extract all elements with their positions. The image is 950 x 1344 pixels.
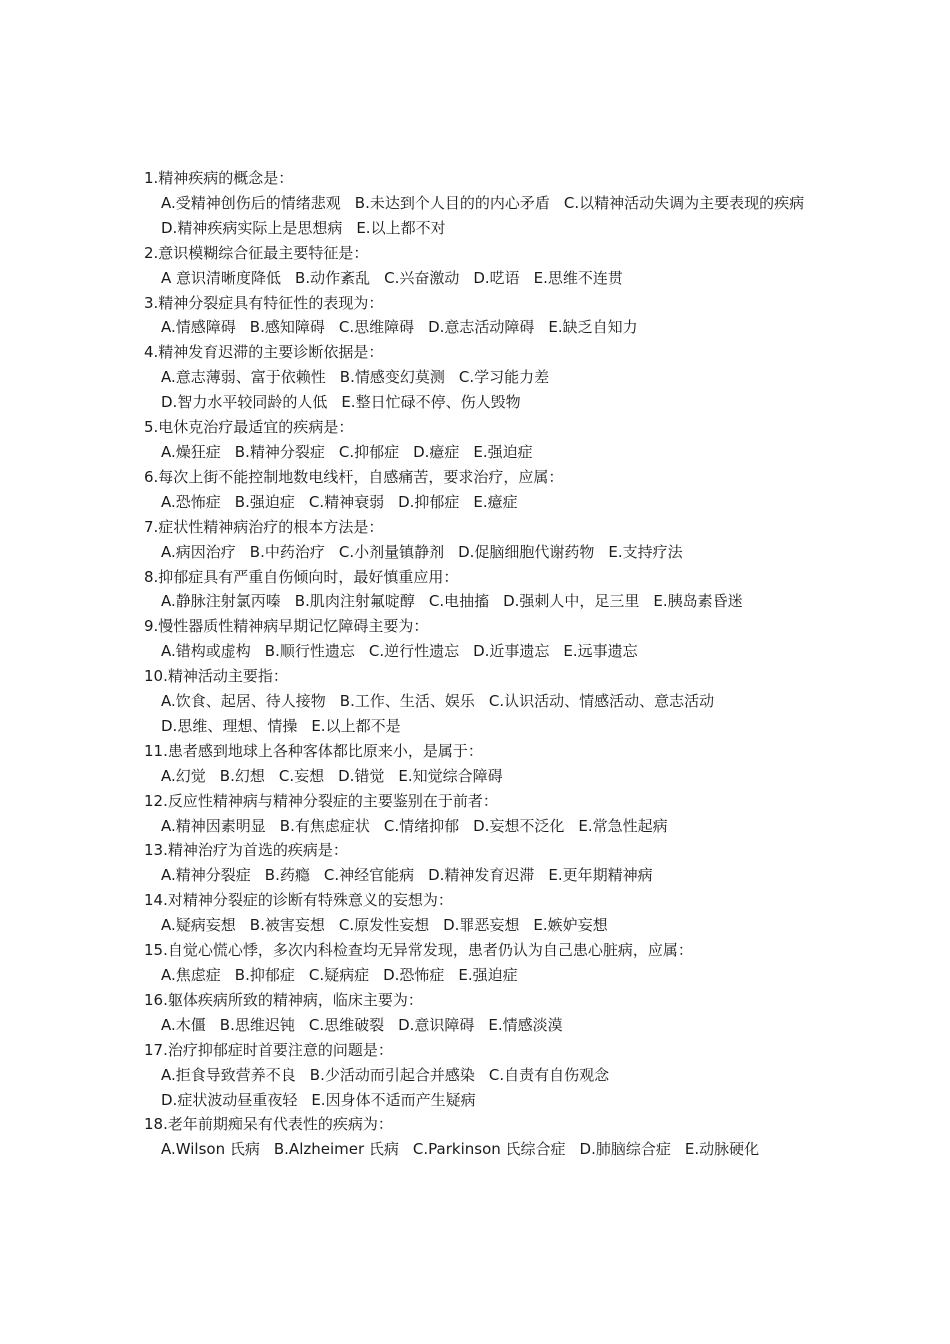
answer-option: A 意识清晰度降低 xyxy=(161,268,282,287)
answer-option: E.强迫症 xyxy=(458,966,518,984)
answer-option: A.饮食、起居、待人接物 xyxy=(161,692,326,711)
answer-option: D.错觉 xyxy=(338,766,385,785)
options-line xyxy=(144,963,814,988)
answer-option: A.精神分裂症 xyxy=(161,866,251,885)
question-18 xyxy=(144,1112,814,1162)
question-stem: 1.精神疾病的概念是： xyxy=(144,169,294,187)
answer-option: E.以上都不对 xyxy=(356,218,446,237)
options-line xyxy=(144,639,814,664)
exam-document xyxy=(144,166,814,1162)
options-line xyxy=(144,1137,814,1162)
answer-option: E.嫉妒妄想 xyxy=(533,916,608,935)
question-stem: 8.抑郁症具有严重自伤倾向时，最好慎重应用： xyxy=(144,567,459,586)
answer-option: C.神经官能病 xyxy=(323,866,415,885)
options-line xyxy=(144,1088,814,1113)
question-17 xyxy=(144,1038,814,1113)
answer-option: C.情绪抑郁 xyxy=(383,816,460,835)
question-10 xyxy=(144,664,814,739)
answer-option: D.精神疾病实际上是思想病 xyxy=(161,218,343,237)
answer-option: C.认识活动、情感活动、意志活动 xyxy=(488,692,715,711)
question-9 xyxy=(144,614,814,664)
answer-option: A.疑病妄想 xyxy=(161,916,236,935)
answer-option: C.思维障碍 xyxy=(338,318,415,337)
question-16 xyxy=(144,988,814,1038)
options-line xyxy=(144,315,814,340)
answer-option: A.受精神创伤后的情绪悲观 xyxy=(161,193,341,212)
answer-option: D.妄想不泛化 xyxy=(473,816,565,835)
answer-option: B.幻想 xyxy=(219,766,265,785)
answer-option: E.思维不连贯 xyxy=(533,268,623,287)
question-stem: 12.反应性精神病与精神分裂症的主要鉴别在于前者： xyxy=(144,791,498,810)
answer-option: C.疑病症 xyxy=(308,966,370,984)
question-stem: 10.精神活动主要指： xyxy=(144,667,288,686)
answer-option: E.因身体不适而产生疑病 xyxy=(311,1090,476,1109)
answer-option: A.病因治疗 xyxy=(161,542,236,561)
answer-option: B.精神分裂症 xyxy=(234,442,325,461)
answer-option: D.精神发育迟滞 xyxy=(428,866,535,885)
answer-option: C.妄想 xyxy=(278,766,325,785)
answer-option: C.逆行性遗忘 xyxy=(368,642,460,661)
options-line xyxy=(144,266,814,291)
answer-option: D.症状波动昼重夜轻 xyxy=(161,1090,298,1109)
answer-option: E.支持疗法 xyxy=(608,542,683,561)
answer-option: A.错构或虚构 xyxy=(161,642,251,661)
question-11 xyxy=(144,739,814,789)
answer-option: B.未达到个人目的的内心矛盾 xyxy=(354,193,550,212)
answer-option: C.小剂量镇静剂 xyxy=(338,542,445,561)
options-line xyxy=(144,714,814,739)
question-1 xyxy=(144,166,814,241)
answer-option: B.有焦虑症状 xyxy=(279,816,370,835)
answer-option: B.被害妄想 xyxy=(249,916,325,935)
answer-option: D.呓语 xyxy=(473,268,520,287)
question-stem: 2.意识模糊综合征最主要特征是： xyxy=(144,243,369,262)
question-14 xyxy=(144,888,814,938)
options-line xyxy=(144,814,814,839)
question-stem: 18.老年前期痴呆有代表性的疾病为： xyxy=(144,1115,393,1134)
question-15 xyxy=(144,938,814,988)
answer-option: D.意识障碍 xyxy=(398,1015,475,1034)
answer-option: A.恐怖症 xyxy=(161,492,221,511)
question-stem: 11.患者感到地球上各种客体都比原来小，是属于： xyxy=(144,741,483,760)
answer-option: A.幻觉 xyxy=(161,766,206,785)
answer-option: D.近事遗忘 xyxy=(473,642,550,661)
answer-option: D.思维、理想、情操 xyxy=(161,716,298,735)
answer-option: B.少活动而引起合并感染 xyxy=(309,1065,475,1084)
answer-option: A.燥狂症 xyxy=(161,442,221,461)
options-line xyxy=(144,191,814,216)
answer-option: D.抑郁症 xyxy=(398,492,460,511)
answer-option: C.Parkinson 氏综合症 xyxy=(412,1140,566,1159)
question-stem: 15.自觉心慌心悸，多次内科检查均无异常发现，患者仍认为自己患心脏病，应属： xyxy=(144,941,693,960)
question-4 xyxy=(144,340,814,415)
answer-option: E.动脉硬化 xyxy=(684,1140,760,1159)
question-stem: 6.每次上街不能控制地数电线杆，自感痛苦，要求治疗，应属： xyxy=(144,467,564,486)
answer-option: E.缺乏自知力 xyxy=(548,318,638,337)
answer-option: D.恐怖症 xyxy=(383,966,445,984)
answer-option: B.动作紊乱 xyxy=(295,268,371,287)
answer-option: D.癔症 xyxy=(413,442,460,461)
answer-option: B.肌肉注射氟啶醇 xyxy=(294,592,415,611)
options-line xyxy=(144,1013,814,1038)
answer-option: D.强刺人中，足三里 xyxy=(503,592,640,611)
question-3 xyxy=(144,291,814,341)
question-stem: 5.电休克治疗最适宜的疾病是： xyxy=(144,418,354,437)
question-2 xyxy=(144,241,814,291)
answer-option: A.Wilson 氏病 xyxy=(161,1140,260,1159)
answer-option: B.抑郁症 xyxy=(234,966,295,984)
answer-option: E.胰岛素昏迷 xyxy=(653,592,743,611)
options-line xyxy=(144,390,814,415)
answer-option: A.木僵 xyxy=(161,1015,206,1034)
answer-option: E.强迫症 xyxy=(473,442,533,461)
question-stem: 4.精神发育迟滞的主要诊断依据是： xyxy=(144,343,384,362)
answer-option: D.智力水平较同龄的人低 xyxy=(161,393,328,412)
options-line xyxy=(144,863,814,888)
answer-option: E.更年期精神病 xyxy=(548,866,653,885)
answer-option: B.感知障碍 xyxy=(249,318,325,337)
answer-option: A.情感障碍 xyxy=(161,318,236,337)
answer-option: B.中药治疗 xyxy=(249,542,325,561)
answer-option: B.药瘾 xyxy=(264,866,310,885)
answer-option: B.工作、生活、娱乐 xyxy=(339,692,475,711)
answer-option: C.思维破裂 xyxy=(308,1015,385,1034)
answer-option: D.肺脑综合症 xyxy=(579,1140,671,1159)
answer-option: C.精神衰弱 xyxy=(308,492,385,511)
question-stem: 7.症状性精神病治疗的根本方法是： xyxy=(144,517,384,536)
question-12 xyxy=(144,789,814,839)
answer-option: C.原发性妄想 xyxy=(338,916,430,935)
answer-option: A.静脉注射氯丙嗪 xyxy=(161,592,281,611)
options-line xyxy=(144,913,814,938)
answer-option: E.知觉综合障碍 xyxy=(398,766,503,785)
options-line xyxy=(144,689,814,714)
options-line xyxy=(144,365,814,390)
question-stem: 14.对精神分裂症的诊断有特殊意义的妄想为： xyxy=(144,891,453,910)
answer-option: B.思维迟钝 xyxy=(219,1015,295,1034)
options-line xyxy=(144,440,814,465)
answer-option: A.拒食导致营养不良 xyxy=(161,1065,296,1084)
answer-option: B.情感变幻莫测 xyxy=(339,368,445,387)
options-line xyxy=(144,1063,814,1088)
question-stem: 3.精神分裂症具有特征性的表现为： xyxy=(144,293,384,312)
answer-option: B.强迫症 xyxy=(234,492,295,511)
answer-option: D.意志活动障碍 xyxy=(428,318,535,337)
answer-option: B.顺行性遗忘 xyxy=(264,642,355,661)
options-line xyxy=(144,490,814,515)
answer-option: E.整日忙碌不停、伤人毁物 xyxy=(341,393,521,412)
options-line xyxy=(144,216,814,241)
question-stem: 13.精神治疗为首选的疾病是： xyxy=(144,841,348,860)
answer-option: C.电抽搐 xyxy=(428,592,490,611)
options-line xyxy=(144,540,814,565)
answer-option: D.促脑细胞代谢药物 xyxy=(458,542,595,561)
answer-option: D.罪恶妄想 xyxy=(443,916,520,935)
question-6 xyxy=(144,465,814,515)
question-13 xyxy=(144,838,814,888)
answer-option: E.癔症 xyxy=(473,492,518,511)
question-stem: 16.躯体疾病所致的精神病，临床主要为： xyxy=(144,990,423,1009)
answer-option: C.抑郁症 xyxy=(338,442,400,461)
answer-option: A.焦虑症 xyxy=(161,966,221,984)
question-7 xyxy=(144,515,814,565)
answer-option: C.学习能力差 xyxy=(458,368,550,387)
answer-option: E.常急性起病 xyxy=(578,816,668,835)
options-line xyxy=(144,764,814,789)
question-stem: 9.慢性器质性精神病早期记忆障碍主要为： xyxy=(144,617,429,636)
question-5 xyxy=(144,415,814,465)
answer-option: E.以上都不是 xyxy=(311,716,401,735)
question-stem: 17.治疗抑郁症时首要注意的问题是： xyxy=(144,1040,393,1059)
question-8 xyxy=(144,565,814,615)
answer-option: E.情感淡漠 xyxy=(488,1015,563,1034)
answer-option: E.远事遗忘 xyxy=(563,642,638,661)
answer-option: B.Alzheimer 氏病 xyxy=(273,1140,399,1159)
answer-option: C.兴奋激动 xyxy=(384,268,460,287)
answer-option: C.以精神活动失调为主要表现的疾病 xyxy=(563,193,805,212)
answer-option: C.自责有自伤观念 xyxy=(488,1065,610,1084)
answer-option: A.意志薄弱、富于依赖性 xyxy=(161,368,326,387)
answer-option: A.精神因素明显 xyxy=(161,816,266,835)
options-line xyxy=(144,589,814,614)
